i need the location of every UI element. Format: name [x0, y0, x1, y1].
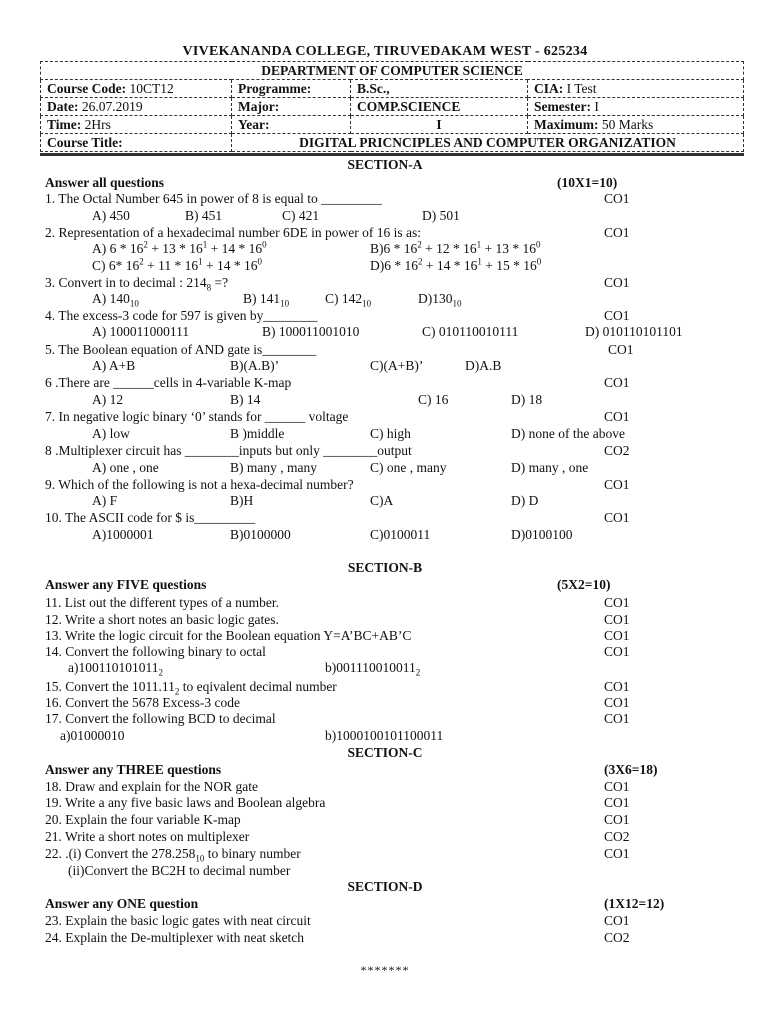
q1-option-c: C) 421 — [282, 208, 320, 223]
question-13: 13. Write the logic circuit for the Boolean equation Y=A’BC+AB’C — [45, 628, 412, 643]
maximum-cell — [528, 116, 744, 134]
section-a-title: SECTION-A — [347, 157, 423, 172]
question-7-co: CO1 — [604, 409, 630, 424]
question-22: 22. .(i) Convert the $278.258_{10}$ to binary number — [45, 846, 301, 864]
college-name: VIVEKANANDA COLLEGE, TIRUVEDAKAM WEST - 625234 — [182, 44, 588, 59]
question-6: 6 .There are ______cells in 4-variable K-map — [45, 375, 292, 390]
q10-option-c: C)0100011 — [370, 527, 431, 542]
question-18: 18. Draw and explain for the NOR gate — [45, 779, 258, 794]
section-a-instruction: Answer all questions — [45, 175, 165, 190]
question-24: 24. Explain the De-multiplexer with neat sketch — [45, 930, 305, 945]
year-label: Year: — [232, 116, 351, 134]
course-code-cell — [41, 80, 232, 98]
q3-option-b: B) $141_{10}$ — [243, 291, 290, 309]
question-3: 3. Convert in to decimal : $214_8$ =? — [45, 275, 229, 293]
question-1: 1. The Octal Number 645 in power of 8 is equal to _________ — [45, 191, 382, 206]
q1-option-a: A) 450 — [92, 208, 130, 223]
question-5-co: CO1 — [608, 342, 634, 357]
question-6-co: CO1 — [604, 375, 630, 390]
q8-option-d: D) many , one — [511, 460, 589, 475]
question-5: 5. The Boolean equation of AND gate is________ — [45, 342, 317, 357]
major-label: Major: — [232, 98, 351, 116]
question-15-co: CO1 — [604, 679, 630, 694]
programme-label: Programme: — [232, 80, 351, 98]
q1-option-d: D) 501 — [422, 208, 460, 223]
q10-option-d: D)0100100 — [511, 527, 573, 542]
section-c-title: SECTION-C — [347, 745, 423, 760]
q5-option-a: A) A+B — [92, 358, 136, 373]
question-22-co: CO1 — [604, 846, 630, 861]
q6-option-d: D) 18 — [511, 392, 543, 407]
question-21-co: CO2 — [604, 829, 630, 844]
question-19-co: CO1 — [604, 795, 630, 810]
q9-option-a: A) F — [92, 493, 118, 508]
question-22-part-ii: (ii)Convert the BC2H to decimal number — [68, 863, 291, 878]
question-18-co: CO1 — [604, 779, 630, 794]
maximum-value: 50 Marks — [601, 116, 654, 132]
programme-value: B.Sc., — [351, 80, 528, 98]
maximum-label: Maximum: — [534, 116, 599, 132]
cia-value: I Test — [566, 80, 597, 96]
q5-option-c: C)(A+B)’ — [370, 358, 424, 373]
time-label: Time: — [47, 116, 82, 132]
time-value: 2Hrs — [84, 116, 111, 132]
semester-value: I — [594, 98, 599, 114]
question-8-co: CO2 — [604, 443, 630, 458]
q14-part-a: $a)100110101011_2$ — [68, 660, 163, 678]
section-b-title: SECTION-B — [347, 560, 423, 575]
question-16: 16. Convert the 5678 Excess-3 code — [45, 695, 240, 710]
q7-option-a: A) low — [92, 426, 130, 441]
date-cell — [41, 98, 232, 116]
year-value: I — [351, 116, 528, 134]
course-title-label: Course Title: — [41, 134, 232, 152]
q6-option-c: C) 16 — [418, 392, 449, 407]
cia-label: CIA: — [534, 80, 564, 96]
end-marker: ******* — [360, 963, 410, 977]
question-10-co: CO1 — [604, 510, 630, 525]
q4-option-b: B) 100011001010 — [262, 324, 360, 339]
question-12-co: CO1 — [604, 612, 630, 627]
q9-option-c: C)A — [370, 493, 394, 508]
question-2: 2. Representation of a hexadecimal number 6DE in power of 16 is as: — [45, 225, 422, 240]
question-20-co: CO1 — [604, 812, 630, 827]
q7-option-c: C) high — [370, 426, 411, 441]
question-10: 10. The ASCII code for $ is_________ — [45, 510, 256, 525]
q3-option-a: A) $140_{10}$ — [92, 291, 139, 309]
q14-part-b: $b)001110010011_2$ — [325, 660, 421, 678]
question-2-co: CO1 — [604, 225, 630, 240]
semester-label: Semester: — [534, 98, 591, 114]
date-value: 26.07.2019 — [81, 98, 143, 114]
q8-option-c: C) one , many — [370, 460, 447, 475]
question-12: 12. Write a short notes an basic logic gates. — [45, 612, 279, 627]
question-24-co: CO2 — [604, 930, 630, 945]
section-b-instruction: Answer any FIVE questions — [45, 577, 207, 592]
q5-option-b: B)(A.B)’ — [230, 358, 280, 373]
question-4-co: CO1 — [604, 308, 630, 323]
q7-option-d: D) none of the above — [511, 426, 625, 441]
question-23-co: CO1 — [604, 913, 630, 928]
q10-option-a: A)1000001 — [92, 527, 154, 542]
section-d-title: SECTION-D — [347, 879, 423, 894]
question-9-co: CO1 — [604, 477, 630, 492]
date-label: Date: — [47, 98, 79, 114]
question-7: 7. In negative logic binary ‘0’ stands for ______ voltage — [45, 409, 349, 424]
question-16-co: CO1 — [604, 695, 630, 710]
q2-option-b: $B)6 * 16^2 + 12 * 16^1 + 13 * 16^0$ — [370, 239, 541, 256]
section-d-marks: (1X12=12) — [604, 896, 665, 911]
question-14-co: CO1 — [604, 644, 630, 659]
major-value: COMP.SCIENCE — [351, 98, 528, 116]
question-21: 21. Write a short notes on multiplexer — [45, 829, 250, 844]
q10-option-b: B)0100000 — [230, 527, 291, 542]
question-20: 20. Explain the four variable K-map — [45, 812, 241, 827]
question-17: 17. Convert the following BCD to decimal — [45, 711, 276, 726]
question-3-co: CO1 — [604, 275, 630, 290]
q6-option-a: A) 12 — [92, 392, 124, 407]
question-13-co: CO1 — [604, 628, 630, 643]
question-23: 23. Explain the basic logic gates with neat circuit — [45, 913, 311, 928]
q3-option-d: $D)130_{10}$ — [418, 291, 462, 309]
q17-part-b: b)1000100101100011 — [325, 728, 444, 743]
header-divider — [40, 153, 744, 156]
q8-option-a: A) one , one — [92, 460, 159, 475]
q9-option-d: D) D — [511, 493, 539, 508]
section-a-marks: (10X1=10) — [557, 175, 618, 190]
q6-option-b: B) 14 — [230, 392, 261, 407]
section-d-instruction: Answer any ONE question — [45, 896, 199, 911]
question-17-co: CO1 — [604, 711, 630, 726]
cia-cell — [528, 80, 744, 98]
question-9: 9. Which of the following is not a hexa-decimal number? — [45, 477, 354, 492]
q4-option-a: A) 100011000111 — [92, 324, 190, 339]
q9-option-b: B)H — [230, 493, 254, 508]
exam-header-table — [40, 61, 744, 152]
course-code-label: Course Code: — [47, 80, 127, 96]
q7-option-b: B )middle — [230, 426, 285, 441]
section-c-instruction: Answer any THREE questions — [45, 762, 222, 777]
question-11-co: CO1 — [604, 595, 630, 610]
semester-cell — [528, 98, 744, 116]
q5-option-d: D)A.B — [465, 358, 502, 373]
question-11: 11. List out the different types of a number. — [45, 595, 279, 610]
department-name: DEPARTMENT OF COMPUTER SCIENCE — [41, 62, 744, 80]
q4-option-d: D) 010110101101 — [585, 324, 683, 339]
q3-option-c: C) $142_{10}$ — [325, 291, 372, 309]
question-8: 8 .Multiplexer circuit has ________inputs but only ________output — [45, 443, 412, 458]
question-14: 14. Convert the following binary to octal — [45, 644, 266, 659]
question-15: 15. Convert the $1011.11_2$ to eqivalent decimal number — [45, 679, 337, 697]
question-19: 19. Write a any five basic laws and Boolean algebra — [45, 795, 326, 810]
section-b-marks: (5X2=10) — [557, 577, 611, 592]
q17-part-a: a)01000010 — [60, 728, 125, 743]
q4-option-c: C) 010110010111 — [422, 324, 519, 339]
q1-option-b: B) 451 — [185, 208, 223, 223]
course-code-value: 10CT12 — [129, 80, 174, 96]
q2-option-a: A) $6 * 16^2 + 13 * 16^1 + 14 * 16^0$ — [92, 239, 267, 256]
time-cell — [41, 116, 232, 134]
question-1-co: CO1 — [604, 191, 630, 206]
section-c-marks: (3X6=18) — [604, 762, 658, 777]
question-4: 4. The excess-3 code for 597 is given by________ — [45, 308, 318, 323]
q8-option-b: B) many , many — [230, 460, 317, 475]
q2-option-c: C) 6* $16^2 + 11 * 16^1 + 14 * 16^0$ — [92, 256, 262, 273]
q2-option-d: $D)6 * 16^2 + 14 * 16^1 + 15 * 16^0$ — [370, 256, 542, 273]
course-title-value: DIGITAL PRICNCIPLES AND COMPUTER ORGANIZATION — [232, 134, 744, 152]
